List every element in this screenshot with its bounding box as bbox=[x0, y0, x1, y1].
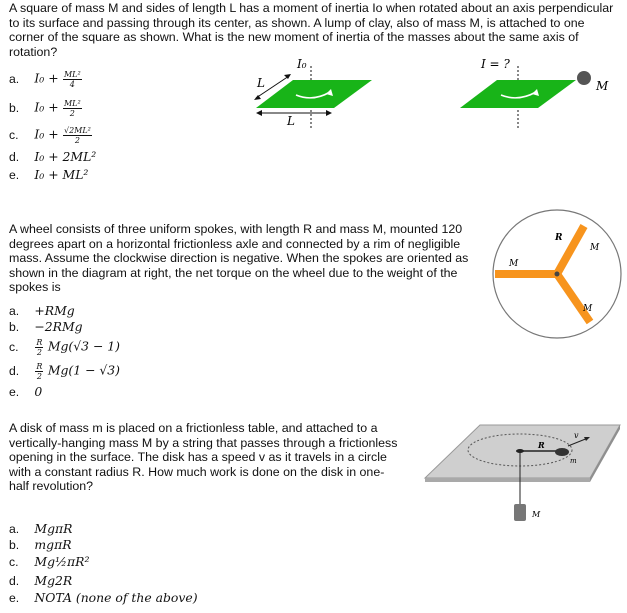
option-expression: MgπR bbox=[34, 521, 73, 536]
option-expression: +RMg bbox=[34, 303, 75, 318]
option-expression: I₀ + bbox=[34, 99, 59, 115]
square-figure-right bbox=[460, 57, 609, 128]
option-letter: d. bbox=[9, 574, 20, 588]
option-expression: 0 bbox=[34, 384, 43, 399]
option-expression: mgπR bbox=[34, 537, 72, 552]
option-expression: I₀ + bbox=[34, 126, 59, 142]
option-expression: Mg(√3 − 1) bbox=[47, 338, 121, 354]
option-fraction: $\frac{\text{√2ML²}}{2}$ bbox=[63, 126, 91, 145]
mass-label-top: M bbox=[590, 243, 600, 253]
question-2-text: A wheel consists of three uniform spokes, with length R and mass M, mounted 120 degrees apart on a horizontal frictionless axle and connected by a rim of negligible mass. Assume the clockwise direction is negative. When the spokes are oriented as shown in the diagram at right, the net torque on the wheel due to the weight of the spokes is bbox=[9, 222, 469, 295]
option-expression: Mg2R bbox=[34, 573, 73, 588]
option-expression: I₀ + bbox=[34, 70, 59, 86]
option-letter: d. bbox=[9, 363, 20, 378]
q2-option-c[interactable] bbox=[9, 338, 120, 357]
question-1-text: A square of mass M and sides of length L has a moment of inertia Io when rotated about an axis perpendicular to its surface and passing through its center, as shown. A lump of clay, also of mass M, is attached to one corner of the square as shown. What is the new moment of inertia of the masses about the same axis of rotation? bbox=[9, 1, 614, 59]
option-fraction: $\frac{\text{ML²}}{4}$ bbox=[63, 70, 81, 89]
axle bbox=[555, 272, 560, 277]
q3-option-e[interactable] bbox=[9, 591, 198, 605]
option-letter: a. bbox=[9, 522, 20, 536]
option-letter: b. bbox=[9, 538, 20, 552]
q2-option-b[interactable] bbox=[9, 320, 83, 334]
option-letter: e. bbox=[9, 168, 20, 182]
opening-hole bbox=[516, 449, 524, 453]
green-square bbox=[256, 80, 372, 108]
q2-option-e[interactable] bbox=[9, 385, 42, 399]
option-letter: e. bbox=[9, 591, 20, 605]
option-letter: c. bbox=[9, 555, 19, 569]
radius-label: R bbox=[538, 440, 545, 450]
option-expression: Mg(1 − √3) bbox=[47, 362, 121, 378]
q2-option-d[interactable] bbox=[9, 362, 120, 381]
green-square bbox=[460, 80, 576, 108]
hanging-mass-label: M bbox=[532, 510, 541, 519]
axis-label-io: I₀ bbox=[297, 57, 307, 71]
question-3-text: A disk of mass m is placed on a frictionless table, and attached to a vertically-hanging mass M by a string that passes through a frictionless opening in the surface. The disk has a speed v as it travels in a circle with a constant radius R. How much work is done on the disk in one-half revolution? bbox=[9, 421, 398, 494]
option-letter: c. bbox=[9, 127, 19, 142]
hanging-mass-M bbox=[514, 504, 526, 521]
option-letter: d. bbox=[9, 150, 20, 164]
side-label-1: L bbox=[257, 76, 265, 90]
square-figure-left bbox=[254, 57, 372, 128]
disk-mass-label: m bbox=[570, 457, 577, 465]
option-letter: b. bbox=[9, 320, 20, 334]
option-letter: a. bbox=[9, 71, 20, 86]
q3-option-d[interactable] bbox=[9, 574, 72, 588]
mass-label: M bbox=[596, 79, 609, 93]
q3-option-b[interactable] bbox=[9, 538, 72, 552]
option-fraction: $\frac{R}{2}$ bbox=[36, 362, 43, 381]
option-fraction: $\frac{\text{ML²}}{2}$ bbox=[63, 99, 81, 118]
option-fraction: $\frac{R}{2}$ bbox=[36, 338, 43, 357]
disk-m bbox=[555, 448, 569, 456]
clay-lump bbox=[577, 71, 591, 85]
option-expression: −2RMg bbox=[34, 319, 83, 334]
radius-label: R bbox=[555, 233, 563, 243]
q3-table-figure bbox=[420, 420, 627, 530]
q1-figure bbox=[0, 0, 627, 200]
option-expression: I₀ + ML² bbox=[34, 167, 89, 182]
axis-label-unknown: I = ? bbox=[481, 57, 510, 71]
option-expression: NOTA (none of the above) bbox=[34, 590, 198, 605]
option-letter: c. bbox=[9, 339, 19, 354]
q3-option-c[interactable] bbox=[9, 555, 89, 569]
mass-label-bottom: M bbox=[583, 304, 593, 314]
q2-option-a[interactable] bbox=[9, 304, 75, 318]
q2-wheel-figure bbox=[490, 205, 627, 345]
q3-option-a[interactable] bbox=[9, 522, 72, 536]
velocity-label: v bbox=[574, 431, 579, 440]
side-label-2: L bbox=[287, 114, 295, 128]
option-letter: a. bbox=[9, 304, 20, 318]
table-front-edge bbox=[425, 478, 590, 482]
option-letter: e. bbox=[9, 385, 20, 399]
option-expression: Mg½πR² bbox=[34, 554, 90, 569]
option-expression: I₀ + 2ML² bbox=[34, 149, 97, 164]
option-letter: b. bbox=[9, 100, 20, 115]
mass-label-left: M bbox=[509, 259, 519, 269]
